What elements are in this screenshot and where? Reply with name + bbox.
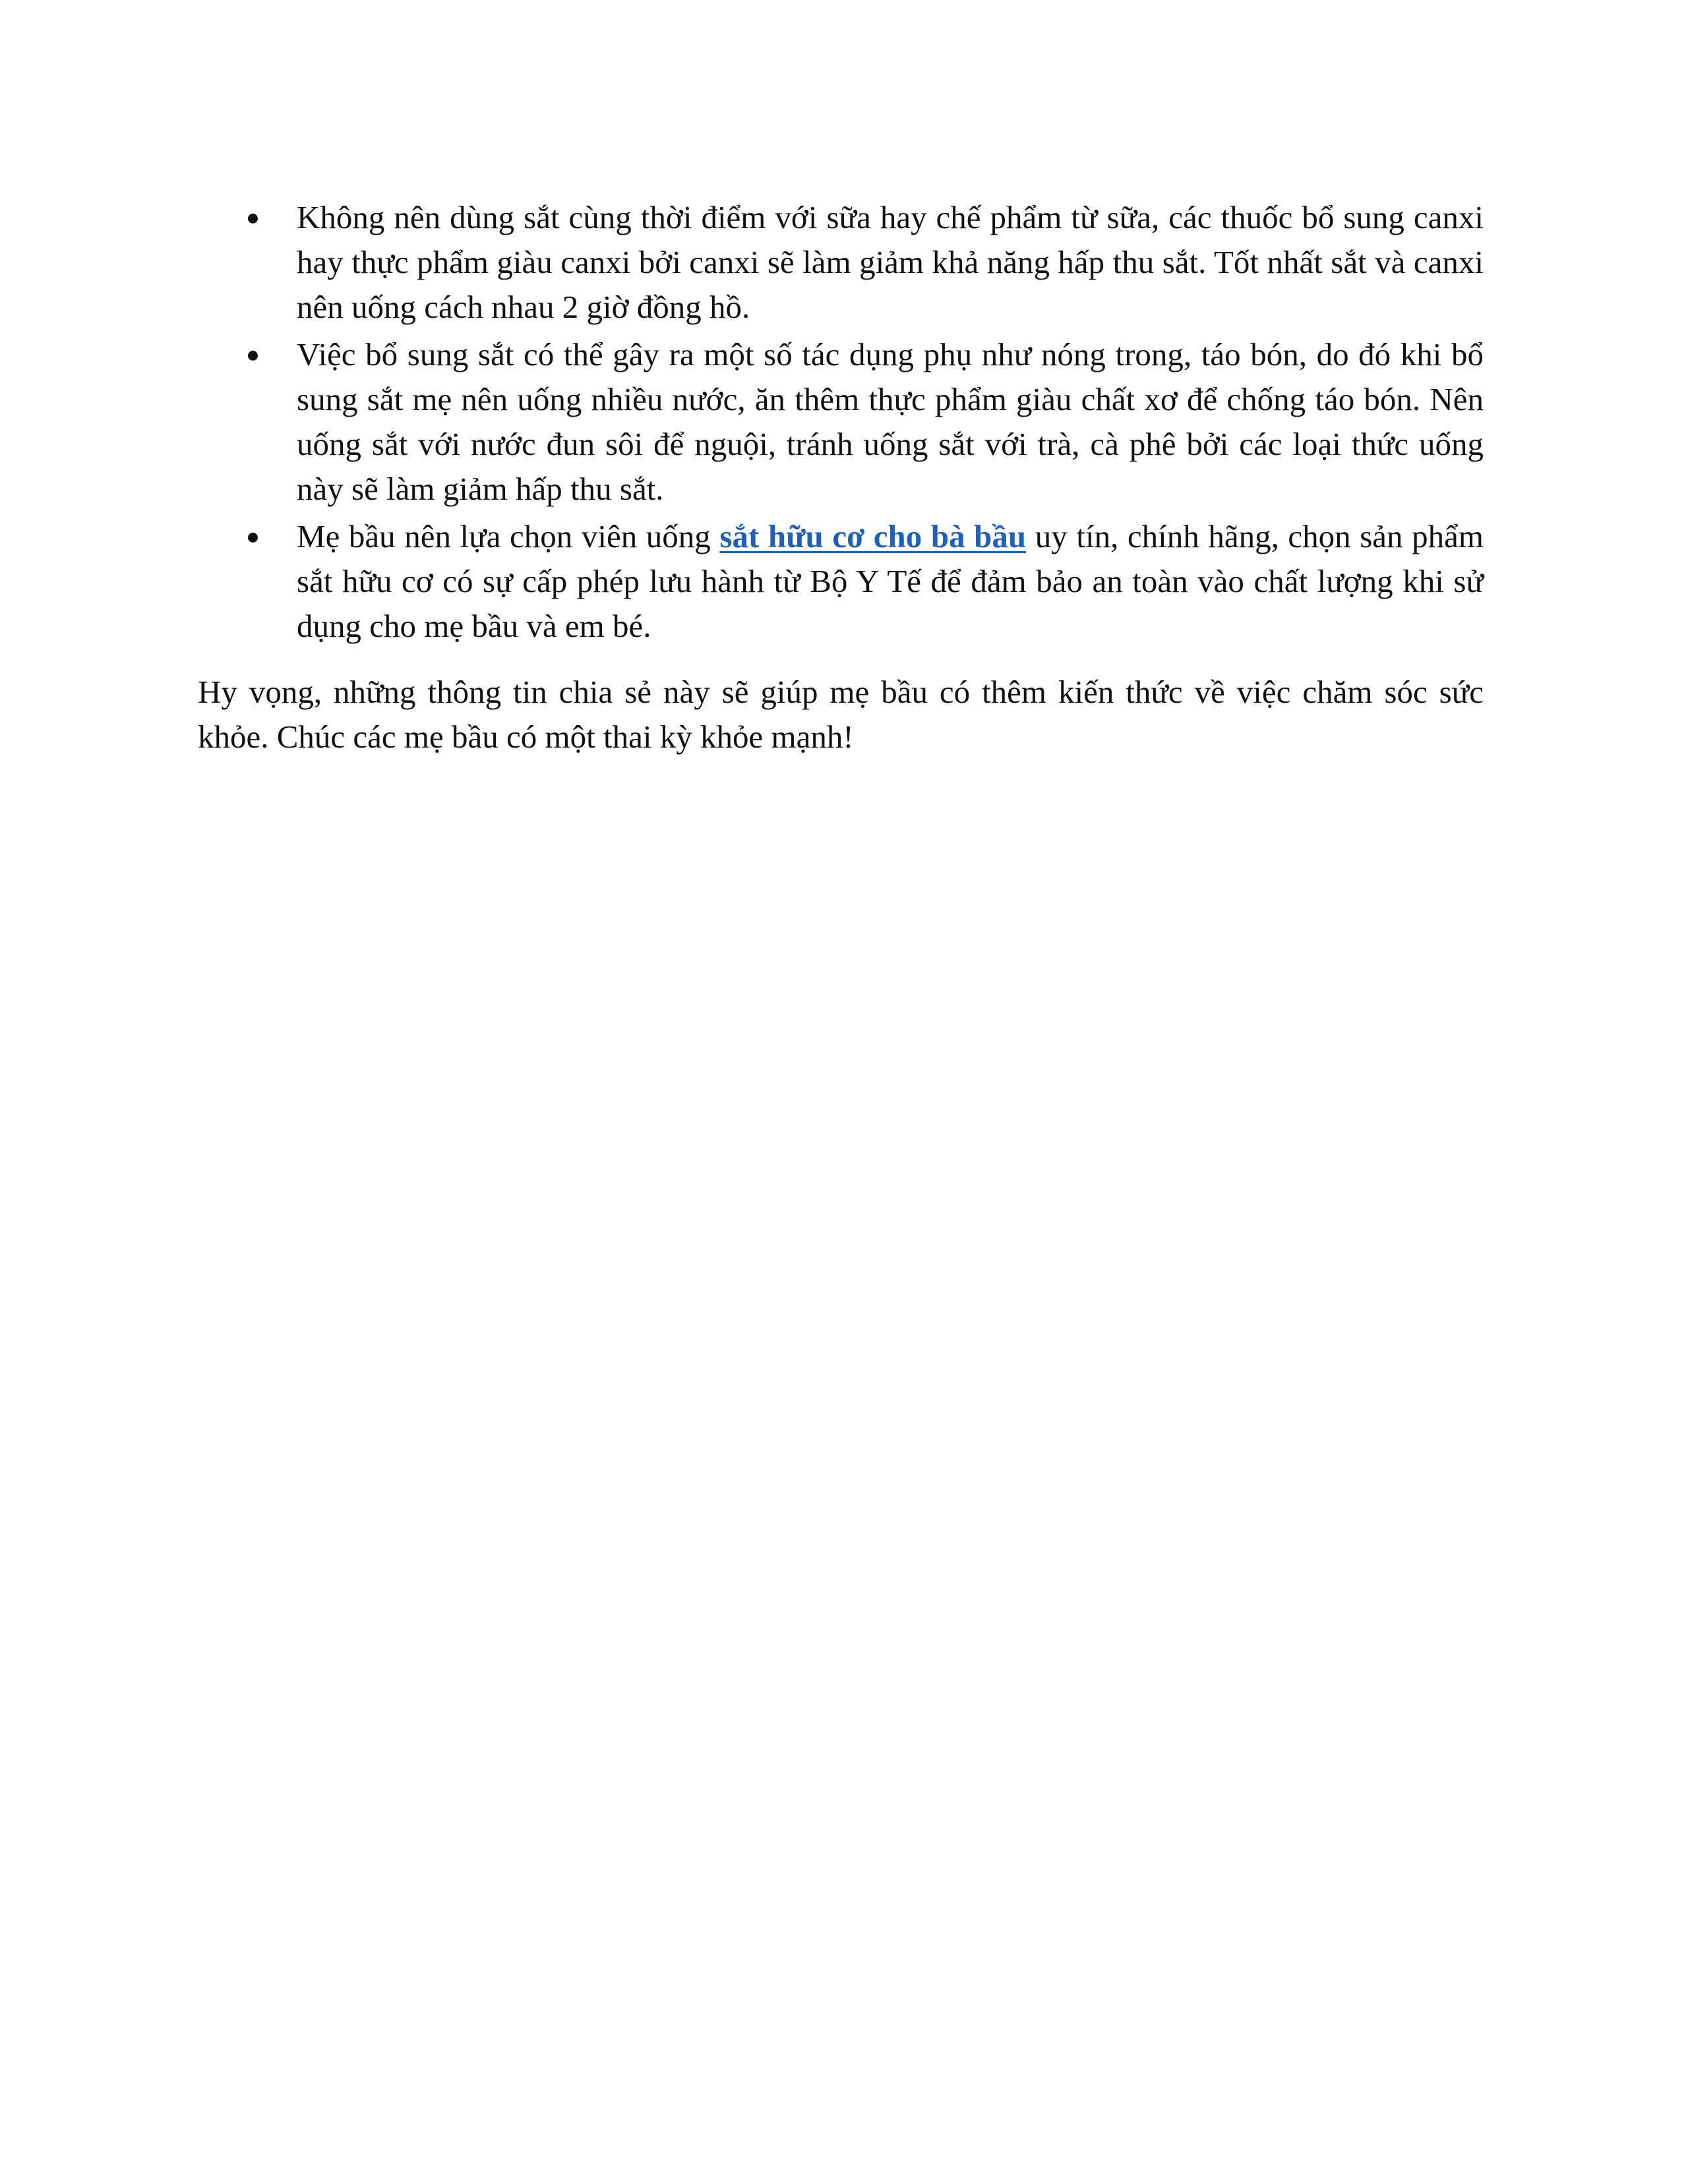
iron-supplement-link[interactable]: sắt hữu cơ cho bà bầu (719, 518, 1027, 554)
document-body (198, 195, 1484, 759)
list-item (198, 332, 1484, 512)
list-item-text (297, 514, 1484, 649)
bullet-icon (248, 351, 258, 361)
list-item-text: Việc bổ sung sắt có thể gây ra một số tác dụng phụ như nóng trong, táo bón, do đó khi bổ sung sắt mẹ nên uống nhiều nước, ăn thêm thực phẩm giàu chất xơ để chống táo bón. Nên uống sắt với nước đun sôi để nguội, tránh uống sắt với trà, cà phê bởi các loại thức uống này sẽ làm giảm hấp thu sắt. (297, 336, 1484, 507)
bullet-icon (248, 214, 258, 223)
list-item (198, 514, 1484, 649)
bullet-icon (248, 533, 258, 543)
list-item-text-before-link: Mẹ bầu nên lựa chọn viên uống (297, 518, 720, 554)
list-item-text-after-link: uy tín, chính hãng, chọn sản phẩm sắt hữu cơ có sự cấp phép lưu hành từ Bộ Y Tế để đảm bảo an toàn vào chất lượng khi sử dụng cho mẹ bầu và em bé. (297, 518, 1484, 644)
closing-paragraph: Hy vọng, những thông tin chia sẻ này sẽ giúp mẹ bầu có thêm kiến thức về việc chăm sóc sức khỏe. Chúc các mẹ bầu có một thai kỳ khỏe mạnh! (198, 674, 1484, 755)
list-item (198, 195, 1484, 330)
bullet-list (198, 195, 1484, 649)
list-item-text: Không nên dùng sắt cùng thời điểm với sữa hay chế phẩm từ sữa, các thuốc bổ sung canxi hay thực phẩm giàu canxi bởi canxi sẽ làm giảm khả năng hấp thu sắt. Tốt nhất sắt và canxi nên uống cách nhau 2 giờ đồng hồ. (297, 199, 1484, 325)
